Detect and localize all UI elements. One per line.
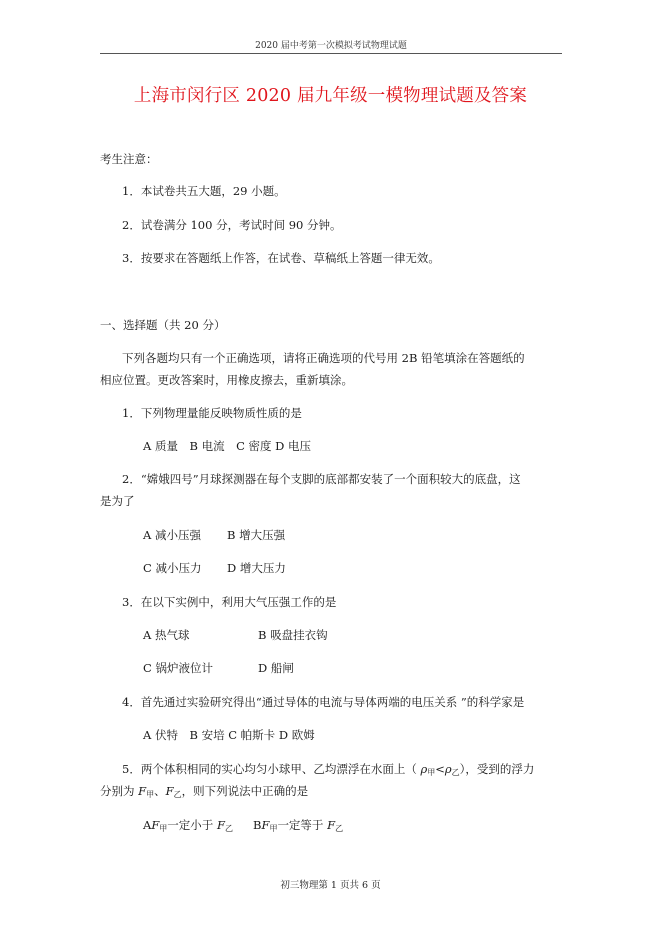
question-1-options: A 质量 B 电流 C 密度 D 电压: [143, 439, 312, 453]
question-2-stem-line-1: 2．“嫦娥四号”月球探测器在每个支脚的底部都安装了一个面积较大的底盘，这: [122, 472, 521, 486]
question-4-stem: 4．首先通过实验研究得出“通过导体的电流与导体两端的电压关系 ”的科学家是: [122, 695, 525, 709]
density-symbol: ρ: [420, 762, 428, 776]
question-2-stem-line-2: 是为了: [100, 494, 135, 508]
section-instruction-line-1: 下列各题均只有一个正确选项，请将正确选项的代号用 2B 铅笔填涂在答题纸的: [122, 351, 525, 365]
question-3-stem: 3．在以下实例中，利用大气压强工作的是: [122, 595, 337, 609]
buoyancy-symbol: F: [138, 784, 147, 798]
question-5-option-b: $BF_甲$一定等于 $F_乙$: [253, 818, 344, 833]
header-divider: [100, 53, 562, 54]
question-2-option-a: A 减小压强: [143, 528, 201, 542]
section-instruction-line-2: 相应位置。更改答案时，用橡皮擦去，重新填涂。: [100, 373, 353, 387]
question-1-stem: 1．下列物理量能反映物质性质的是: [122, 406, 302, 420]
question-3-option-d: D 船闸: [258, 661, 294, 675]
question-3-option-b: B 吸盘挂衣钩: [258, 628, 328, 642]
exam-title: 上海市闵行区 2020 届九年级一模物理试题及答案: [133, 86, 528, 106]
notice-item-1: 1．本试卷共五大题，29 小题。: [122, 184, 286, 198]
question-5-stem-line-2: 分别为 $F_甲$、$F_乙$，则下列说法中正确的是: [100, 784, 309, 799]
question-2-option-b: B 增大压强: [227, 528, 286, 542]
running-header: 2020 届中考第一次模拟考试物理试题: [255, 41, 407, 51]
notice-item-2: 2．试卷满分 100 分，考试时间 90 分钟。: [122, 218, 342, 232]
page-footer: 初三物理第 1 页共 6 页: [280, 880, 381, 891]
question-5-option-a: $AF_甲$一定小于 $F_乙$: [143, 818, 233, 833]
question-2-option-c: C 减小压力: [143, 561, 202, 575]
notice-heading: 考生注意：: [100, 152, 158, 166]
question-5-stem-line-1: 5．两个体积相同的实心均匀小球甲、乙均漂浮在水面上（ $\rho_甲<\rho_乙$），受到的浮力: [122, 762, 535, 777]
question-3-option-a: A 热气球: [143, 628, 190, 642]
notice-item-3: 3．按要求在答题纸上作答，在试卷、草稿纸上答题一律无效。: [122, 251, 440, 265]
section-heading: 一、选择题（共 20 分）: [100, 318, 226, 332]
question-2-option-d: D 增大压力: [227, 561, 286, 575]
question-4-options: A 伏特 B 安培 C 帕斯卡 D 欧姆: [143, 728, 315, 742]
question-3-option-c: C 锅炉液位计: [143, 661, 213, 675]
